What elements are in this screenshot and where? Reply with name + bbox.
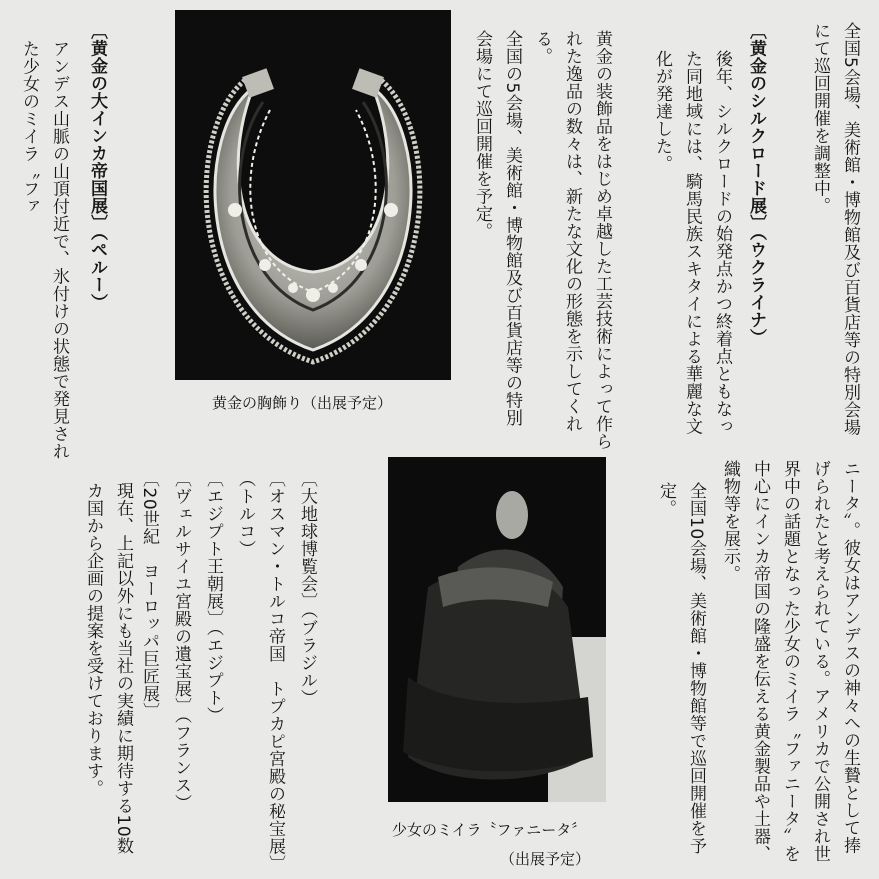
silk-road-heading: 〔黄金のシルクロード展〕（ウクライナ） [746,22,766,346]
silk-road-body-1: 後年、シルクロードの始発点かつ終着点ともなった同地域には、騎馬民族スキタイによる華麗な文化が発達した。 [652,50,732,435]
inca-year-column [112,12,144,212]
closing-text: 現在、上記以外にも当社の実績に期待する10数カ国から企画の提案を受けております。 [83,482,133,855]
planning-item-3: 〔エジプト王朝展〕（エジプト） [203,470,223,724]
planning-item-4: 〔ヴェルサイユ宮殿の遺宝展〕（フランス） [171,470,191,812]
planning-item-5: 〔20世紀 ヨーロッパ巨匠展〕 [139,470,159,721]
planning-heading-column [322,460,354,660]
inca-heading: 〔黄金の大インカ帝国展〕（ペルー） [87,22,107,311]
planning-item-1: 〔大地球博覧会〕（ブラジル） [297,470,317,707]
golden-necklace-photo [175,10,451,380]
necklace-illustration [175,10,451,380]
silk-road-body-2: 黄金の装飾品をはじめ卓越した工芸技術によって作られた逸品の数々は、新たな文化の形態を示してくれる。 [532,30,612,450]
mummy-illustration [388,457,606,802]
mummy-caption-title: 少女のミイラ〝ファニータ〞 [392,821,587,839]
silk-road-body-3: 全国の5会場、美術館・博物館及び百貨店等の特別会場にて巡回開催を予定。 [472,30,522,427]
inca-continued-text-2: 全国10会場、美術館・博物館等で巡回開催を予定。 [656,482,706,855]
inca-body: アンデス山脈の山頂付近で、氷付けの状態で発見された少女のミイラ〝ファ [19,40,69,460]
mummy-photo [388,457,606,802]
planning-item-2: 〔オスマン・トルコ帝国 トプカピ宮殿の秘宝展〕（トルコ） [235,470,285,864]
necklace-caption: 黄金の胸飾り（出展予定） [212,394,393,412]
top-right-text: 全国5会場、美術館・博物館及び百貨店等の特別会場にて巡回開催を調整中。 [810,22,860,436]
inca-continued-text-1: ニータ〞。彼女はアンデスの神々への生贄として捧げられたと考えられている。アメリカで公開され世界中の話題となった少女のミイラ〝ファニータ〞を中心にインカ帝国の隆盛を伝える黄金製品や土器、織物等を展示。 [720,460,860,863]
mummy-caption-note: （出展予定） [500,850,591,868]
